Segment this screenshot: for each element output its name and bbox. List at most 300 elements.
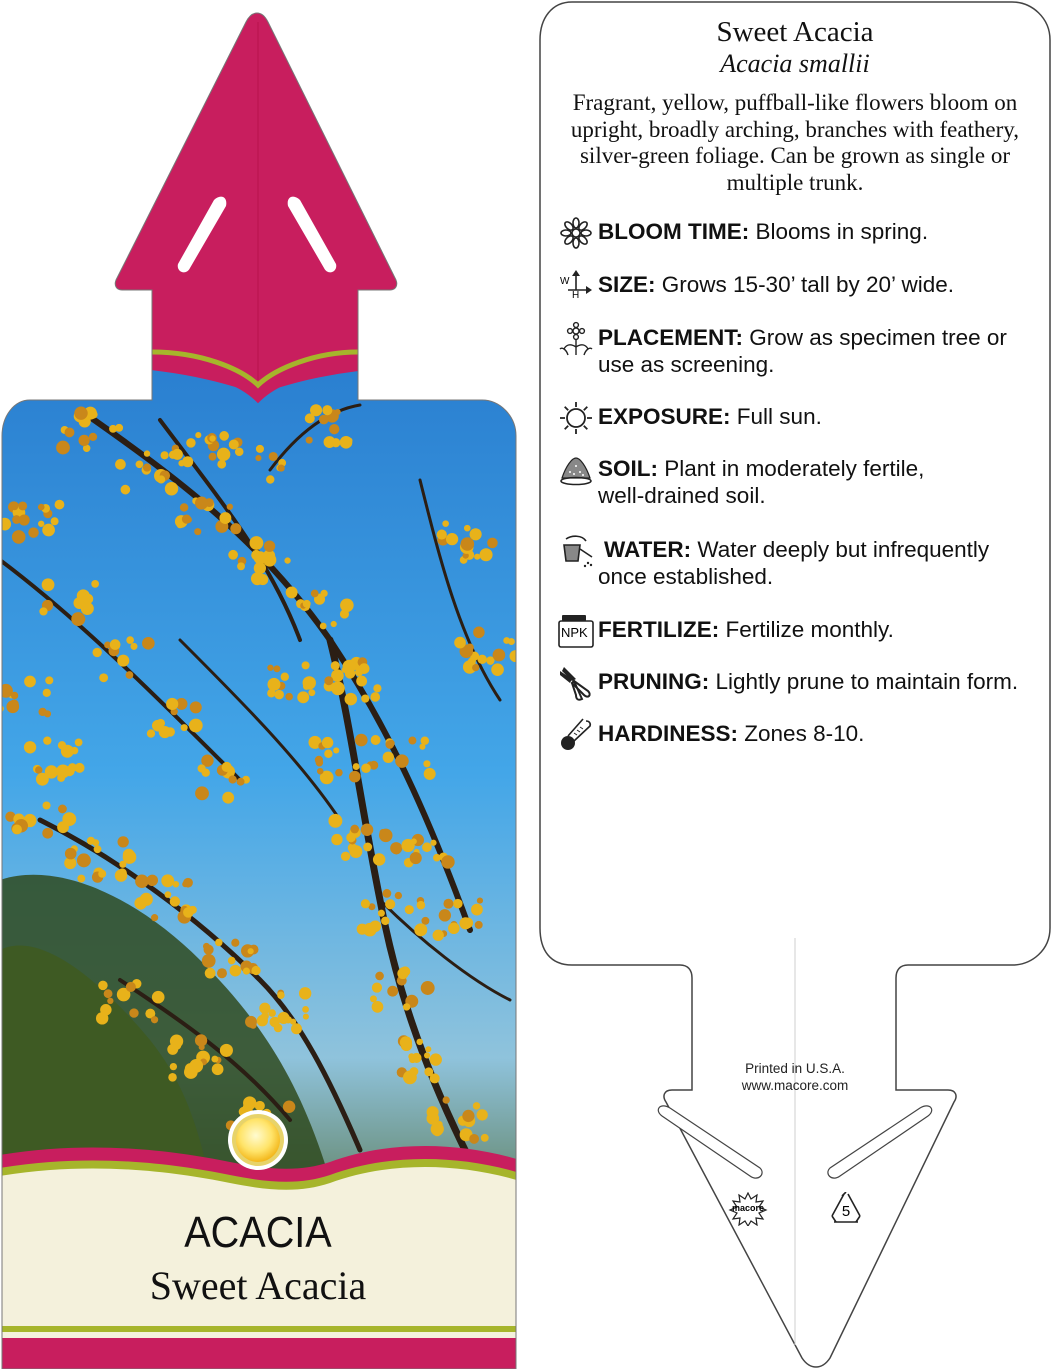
flower-puffball: [383, 752, 394, 763]
bloom-time-value: Blooms in spring.: [755, 219, 929, 244]
flower-puffball: [185, 1063, 196, 1074]
flower-puffball: [422, 842, 432, 852]
flower-puffball: [345, 693, 358, 706]
flower-puffball: [129, 1008, 138, 1017]
flower-puffball: [203, 943, 210, 950]
flower-puffball: [322, 405, 332, 415]
flower-puffball: [408, 1053, 415, 1060]
front-tag-graphic: [0, 0, 520, 1369]
size-label: SIZE:: [598, 272, 656, 297]
flower-puffball: [266, 475, 274, 483]
care-size: [558, 271, 1038, 304]
water-label: WATER:: [604, 537, 692, 562]
flower-puffball: [56, 441, 70, 455]
flower-puffball: [227, 504, 233, 510]
flower-puffball: [462, 1110, 474, 1122]
size-icon: [558, 268, 594, 304]
flower-puffball: [378, 910, 385, 917]
thermometer-icon: [558, 717, 594, 753]
flower-puffball: [324, 676, 333, 685]
placement-value-2: use as screening.: [598, 352, 775, 377]
hardiness-value: Zones 8-10.: [744, 721, 865, 746]
flower-puffball: [151, 914, 158, 921]
flower-puffball: [269, 1017, 279, 1027]
flower-icon: [558, 215, 594, 251]
flower-puffball: [303, 600, 311, 608]
flower-puffball: [322, 737, 333, 748]
flower-puffball: [168, 1073, 177, 1082]
flower-puffball: [219, 431, 229, 441]
care-water: [558, 536, 1038, 590]
flower-puffball: [471, 904, 483, 916]
flower-puffball: [359, 663, 370, 674]
flower-puffball: [329, 424, 339, 434]
flower-puffball: [487, 538, 498, 549]
flower-puffball: [371, 735, 381, 745]
flower-puffball: [165, 482, 178, 495]
flower-puffball: [202, 954, 216, 968]
flower-puffball: [177, 522, 184, 529]
placement-label: PLACEMENT:: [598, 325, 743, 350]
flower-puffball: [400, 966, 410, 976]
flower-puffball: [474, 554, 480, 560]
flower-puffball: [441, 855, 454, 868]
flower-puffball: [473, 1102, 480, 1109]
flower-puffball: [414, 923, 427, 936]
flower-puffball: [480, 548, 493, 561]
flower-puffball: [130, 643, 137, 650]
flower-puffball: [328, 814, 342, 828]
flower-puffball: [71, 612, 85, 626]
flower-puffball: [94, 845, 102, 853]
flower-puffball: [424, 768, 436, 780]
front-tag: [0, 0, 520, 1369]
flower-puffball: [75, 763, 85, 773]
flower-puffball: [254, 551, 267, 564]
flower-puffball: [182, 514, 191, 523]
flower-puffball: [98, 981, 108, 991]
pruning-value: Lightly prune to maintain form.: [715, 669, 1019, 694]
care-pruning: [558, 668, 1038, 701]
flower-puffball: [237, 562, 245, 570]
flower-puffball: [375, 972, 384, 981]
flower-puffball: [315, 756, 323, 764]
fertilize-value: Fertilize monthly.: [725, 617, 894, 642]
flower-puffball: [285, 1016, 292, 1023]
care-placement: [558, 324, 1038, 378]
flower-puffball: [405, 905, 414, 914]
flower-puffball: [217, 448, 230, 461]
flower-puffball: [51, 517, 59, 525]
flower-puffball: [267, 689, 275, 697]
flower-puffball: [183, 907, 193, 917]
pruning-label: PRUNING:: [598, 669, 710, 694]
flower-puffball: [470, 528, 482, 540]
flower-puffball: [248, 948, 254, 954]
flower-puffball: [477, 897, 483, 903]
size-value: Grows 15-30’ tall by 20’ wide.: [661, 272, 954, 297]
flower-puffball: [170, 1063, 177, 1070]
soil-value: Plant in moderately fertile,: [664, 456, 925, 481]
flower-puffball: [18, 502, 27, 511]
flower-puffball: [235, 447, 244, 456]
flower-puffball: [222, 762, 232, 772]
soil-icon: [558, 452, 594, 488]
flower-puffball: [98, 870, 106, 878]
flower-puffball: [427, 1106, 439, 1118]
flower-puffball: [430, 840, 436, 846]
flower-puffball: [217, 968, 227, 978]
flower-puffball: [189, 719, 203, 733]
flower-puffball: [331, 621, 337, 627]
flower-puffball: [373, 853, 385, 865]
flower-puffball: [165, 891, 172, 898]
flower-puffball: [228, 957, 236, 965]
flower-puffball: [324, 750, 332, 758]
flower-puffball: [230, 523, 241, 534]
flower-puffball: [57, 821, 69, 833]
flower-puffball: [410, 852, 422, 864]
flower-puffball: [335, 769, 343, 777]
flower-puffball: [231, 939, 239, 947]
flower-puffball: [74, 406, 87, 419]
flower-puffball: [126, 982, 136, 992]
flower-puffball: [320, 623, 327, 630]
flower-puffball: [35, 766, 43, 774]
flower-puffball: [77, 853, 91, 867]
flower-puffball: [160, 728, 169, 737]
flower-puffball: [503, 637, 510, 644]
flower-puffball: [277, 992, 284, 999]
npk-icon: [558, 613, 594, 649]
flower-puffball: [19, 515, 30, 526]
flower-puffball: [24, 741, 36, 753]
flower-puffball: [342, 667, 348, 673]
flower-puffball: [381, 917, 389, 925]
flower-puffball: [430, 1053, 442, 1065]
flower-puffball: [380, 829, 387, 836]
common-name: Sweet Acacia: [149, 1263, 367, 1308]
genus-name: ACACIA: [184, 1208, 332, 1257]
flower-puffball: [331, 661, 340, 670]
flower-puffball: [115, 459, 126, 470]
flower-puffball: [432, 1126, 442, 1136]
flower-puffball: [421, 737, 429, 745]
flower-puffball: [126, 636, 134, 644]
flower-puffball: [195, 497, 208, 510]
flower-puffball: [205, 968, 216, 979]
flower-puffball: [250, 536, 264, 550]
flower-puffball: [115, 869, 127, 881]
flower-puffball: [285, 693, 293, 701]
care-soil: [558, 455, 1038, 509]
flower-puffball: [228, 550, 238, 560]
flower-puffball: [58, 805, 67, 814]
flower-puffball: [385, 740, 394, 749]
flower-puffball: [123, 850, 137, 864]
soil-value-2: well-drained soil.: [598, 483, 766, 508]
flower-puffball: [370, 995, 377, 1002]
flower-puffball: [269, 452, 278, 461]
flower-puffball: [55, 500, 65, 510]
flower-puffball: [421, 981, 435, 995]
exposure-label: EXPOSURE:: [598, 404, 731, 429]
flower-puffball: [302, 1006, 309, 1013]
flower-puffball: [135, 874, 148, 887]
back-title: Sweet Acacia: [716, 16, 874, 48]
flower-puffball: [372, 983, 382, 993]
flower-puffball: [38, 521, 44, 527]
flower-puffball: [408, 737, 416, 745]
flower-puffball: [340, 599, 354, 613]
flower-puffball: [83, 594, 93, 604]
flower-puffball: [390, 842, 402, 854]
flower-puffball: [443, 1096, 450, 1103]
flower-puffball: [87, 837, 95, 845]
flower-puffball: [416, 1039, 423, 1046]
flower-puffball: [361, 763, 371, 773]
hardiness-label: HARDINESS:: [598, 721, 739, 746]
flower-puffball: [65, 427, 75, 437]
size-icon-w: W: [560, 276, 570, 287]
flower-puffball: [387, 986, 398, 997]
flower-puffball: [267, 665, 273, 671]
flower-puffball: [403, 1071, 417, 1085]
flower-puffball: [220, 1044, 233, 1057]
water-value: Water deeply but infrequently: [697, 537, 990, 562]
flower-puffball: [91, 580, 99, 588]
flower-puffball: [237, 778, 245, 786]
flower-puffball: [423, 760, 430, 767]
flower-puffball: [77, 875, 85, 883]
flower-puffball: [477, 1109, 488, 1120]
flower-puffball: [281, 673, 289, 681]
flower-puffball: [136, 460, 144, 468]
flower-puffball: [126, 671, 134, 679]
flower-puffball: [118, 836, 129, 847]
printed-in: Printed in U.S.A.: [745, 1061, 845, 1076]
flower-puffball: [99, 673, 108, 682]
flower-puffball: [110, 639, 121, 650]
flower-puffball: [194, 528, 201, 535]
flower-puffball: [433, 854, 441, 862]
flower-puffball: [107, 998, 113, 1004]
flower-puffball: [363, 923, 376, 936]
flower-puffball: [453, 899, 463, 909]
flower-puffball: [311, 590, 319, 598]
flower-puffball: [45, 676, 53, 684]
flower-puffball: [349, 771, 361, 783]
flower-puffball: [297, 691, 309, 703]
flower-puffball: [468, 657, 476, 665]
flower-puffball: [274, 690, 283, 699]
flower-puffball: [42, 828, 53, 839]
flower-puffball: [256, 445, 264, 453]
flower-puffball: [222, 792, 234, 804]
flower-puffball: [12, 530, 26, 544]
exposure-value: Full sun.: [736, 404, 822, 429]
flower-puffball: [255, 455, 261, 461]
flower-puffball: [28, 527, 38, 537]
flower-puffball: [417, 901, 426, 910]
flower-puffball: [472, 664, 479, 671]
fertilize-label: FERTILIZE:: [598, 617, 720, 642]
flower-puffball: [305, 413, 315, 423]
flower-puffball: [286, 586, 298, 598]
flower-puffball: [96, 1012, 108, 1024]
flower-puffball: [257, 574, 268, 585]
flower-puffball: [24, 676, 36, 688]
flower-puffball: [430, 1073, 440, 1083]
placement-icon: [558, 321, 594, 357]
flower-puffball: [58, 741, 66, 749]
flower-puffball: [475, 921, 483, 929]
flower-puffball: [439, 909, 451, 921]
flower-puffball: [43, 801, 51, 809]
flower-puffball: [346, 833, 356, 843]
flower-puffball: [230, 965, 242, 977]
flower-puffball: [333, 747, 339, 753]
flower-puffball: [117, 655, 129, 667]
flower-puffball: [306, 437, 313, 444]
flower-puffball: [442, 520, 449, 527]
plant-description: Fragrant, yellow, puffball-like flowers bloom on upright, broadly arching, branches with feathery, silver-green foliage. Can be grown as single or multiple trunk.: [570, 90, 1020, 195]
flower-puffball: [421, 917, 429, 925]
care-hardiness: [558, 720, 1038, 753]
flower-puffball: [353, 763, 360, 770]
flower-puffball: [6, 700, 19, 713]
flower-puffball: [459, 917, 471, 929]
flower-puffball: [75, 739, 83, 747]
flower-puffball: [363, 843, 372, 852]
watering-can-icon: [558, 533, 594, 569]
placement-value: Grow as specimen tree or: [749, 325, 1007, 350]
flower-puffball: [195, 786, 209, 800]
flower-puffball: [251, 966, 260, 975]
flower-puffball: [373, 684, 381, 692]
flower-puffball: [320, 773, 326, 779]
flower-puffball: [341, 852, 350, 861]
flower-puffball: [454, 637, 466, 649]
flower-puffball: [356, 676, 367, 687]
flower-puffball: [349, 845, 362, 858]
flower-puffball: [209, 435, 215, 441]
flower-puffball: [38, 504, 45, 511]
flower-puffball: [317, 768, 323, 774]
flower-puffball: [36, 773, 49, 786]
flower-puffball: [481, 1134, 489, 1142]
flower-puffball: [42, 578, 55, 591]
flower-puffball: [346, 437, 352, 443]
flower-puffball: [370, 692, 380, 702]
flower-puffball: [167, 1044, 178, 1055]
bloom-time-label: BLOOM TIME:: [598, 219, 750, 244]
flower-puffball: [361, 824, 373, 836]
flower-puffball: [243, 968, 250, 975]
flower-puffball: [284, 557, 290, 563]
macore-logo: [728, 1192, 768, 1226]
flower-puffball: [395, 754, 409, 768]
flower-puffball: [424, 1052, 430, 1058]
flower-puffball: [401, 839, 414, 852]
recycle-number: 5: [841, 1203, 851, 1220]
flower-puffball: [180, 503, 188, 511]
flower-puffball: [161, 451, 169, 459]
flower-puffball: [178, 460, 184, 466]
flower-puffball: [331, 834, 342, 845]
flower-puffball: [143, 464, 151, 472]
flower-puffball: [283, 1101, 295, 1113]
flower-puffball: [493, 649, 506, 662]
flower-puffball: [197, 764, 205, 772]
care-bloom-time: [558, 218, 1038, 251]
macore-logo-text: macore: [731, 1203, 765, 1213]
flower-puffball: [92, 648, 101, 657]
soil-label: SOIL:: [598, 456, 658, 481]
flower-puffball: [121, 485, 131, 495]
flower-puffball: [56, 766, 66, 776]
flower-puffball: [42, 524, 55, 537]
sun-icon: [558, 400, 594, 436]
flower-puffball: [302, 661, 310, 669]
flower-puffball: [299, 987, 311, 999]
flower-puffball: [229, 775, 237, 783]
flower-puffball: [355, 734, 368, 747]
flower-puffball: [469, 1134, 479, 1144]
flower-puffball: [437, 529, 447, 539]
flower-puffball: [273, 665, 280, 672]
flower-puffball: [395, 892, 402, 899]
flower-puffball: [403, 1003, 410, 1010]
flower-puffball: [443, 899, 453, 909]
water-value-2: once established.: [598, 564, 774, 589]
flower-puffball: [278, 464, 285, 471]
flower-puffball: [425, 1046, 431, 1052]
flower-puffball: [219, 512, 231, 524]
flower-puffball: [161, 874, 174, 887]
flower-puffball: [181, 724, 188, 731]
flower-puffball: [212, 1063, 224, 1075]
flower-puffball: [183, 878, 193, 888]
flower-puffball: [303, 683, 310, 690]
flower-puffball: [39, 607, 47, 615]
scientific-name: Acacia smallii: [720, 49, 870, 78]
flower-puffball: [104, 989, 113, 998]
flower-puffball: [11, 503, 18, 510]
flower-puffball: [461, 537, 475, 551]
flower-puffball: [291, 1023, 302, 1034]
flower-puffball: [361, 899, 370, 908]
flower-puffball: [436, 1121, 442, 1127]
flower-puffball: [383, 889, 392, 898]
flower-puffball: [166, 698, 178, 710]
flower-puffball: [43, 689, 51, 697]
flower-puffball: [12, 824, 22, 834]
flower-puffball: [38, 708, 46, 716]
flower-puffball: [464, 525, 471, 532]
flower-puffball: [65, 848, 77, 860]
flower-puffball: [324, 436, 336, 448]
recycle-icon: [828, 1192, 864, 1226]
flower-puffball: [186, 438, 195, 447]
flower-puffball: [245, 1016, 257, 1028]
flower-puffball: [448, 922, 460, 934]
flower-puffball: [195, 432, 201, 438]
care-fertilize: [558, 616, 1038, 649]
flower-puffball: [144, 450, 150, 456]
full-sun-icon: [228, 1110, 288, 1170]
flower-puffball: [147, 729, 155, 737]
